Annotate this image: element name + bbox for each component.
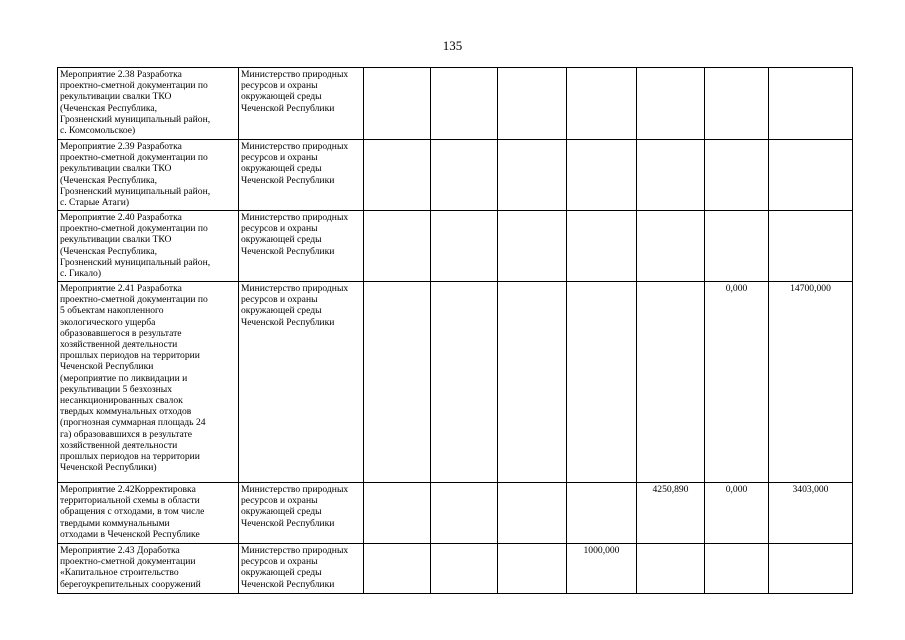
table-row — [58, 140, 853, 211]
value-cell — [637, 68, 705, 140]
value-cell: 0,000 — [705, 483, 769, 544]
value-cell — [567, 68, 637, 140]
executor-cell: Министерство природных ресурсов и охраны окружающей среды Чеченской Республики — [239, 140, 364, 211]
value-cell — [498, 282, 567, 483]
event-cell: Мероприятие 2.42Корректировка территориальной схемы в области обращения с отходами, в том числе твердыми коммунальными отходами в Чеченской Республике — [58, 483, 239, 544]
value-cell — [498, 483, 567, 544]
value-cell — [431, 140, 498, 211]
value-cell — [431, 68, 498, 140]
value-cell — [431, 544, 498, 594]
value-cell: 4250,890 — [637, 483, 705, 544]
event-cell: Мероприятие 2.40 Разработка проектно-сметной документации по рекультивации свалки ТКО (Чеченская Республика, Грозненский муниципальный район, с. Гикало) — [58, 211, 239, 282]
value-cell — [769, 68, 853, 140]
value-cell — [769, 211, 853, 282]
value-cell — [705, 140, 769, 211]
executor-cell: Министерство природных ресурсов и охраны окружающей среды Чеченской Республики — [239, 282, 364, 483]
value-cell — [431, 211, 498, 282]
empty-cell — [364, 211, 431, 282]
table-row — [58, 483, 853, 544]
value-cell: 3403,000 — [769, 483, 853, 544]
table-row — [58, 544, 853, 594]
value-cell — [705, 211, 769, 282]
event-cell: Мероприятие 2.38 Разработка проектно-сметной документации по рекультивации свалки ТКО (Чеченская Республика, Грозненский муниципальный район, с. Комсомольское) — [58, 68, 239, 140]
table-row — [58, 68, 853, 140]
value-cell — [637, 211, 705, 282]
empty-cell — [364, 68, 431, 140]
value-cell — [498, 68, 567, 140]
value-cell — [431, 282, 498, 483]
value-cell — [637, 282, 705, 483]
value-cell — [567, 211, 637, 282]
executor-cell: Министерство природных ресурсов и охраны окружающей среды Чеченской Республики — [239, 483, 364, 544]
empty-cell — [364, 140, 431, 211]
measures-table — [57, 67, 853, 594]
value-cell — [431, 483, 498, 544]
value-cell: 0,000 — [705, 282, 769, 483]
value-cell — [769, 544, 853, 594]
value-cell — [567, 483, 637, 544]
empty-cell — [364, 483, 431, 544]
event-cell: Мероприятие 2.39 Разработка проектно-сметной документации по рекультивации свалки ТКО (Чеченская Республика, Грозненский муниципальный район, с. Старые Атаги) — [58, 140, 239, 211]
value-cell — [637, 140, 705, 211]
value-cell — [498, 544, 567, 594]
event-cell: Мероприятие 2.43 Доработка проектно-сметной документации «Капитальное строительство берегоукрепительных сооружений — [58, 544, 239, 594]
executor-cell: Министерство природных ресурсов и охраны окружающей среды Чеченской Республики — [239, 68, 364, 140]
value-cell — [498, 211, 567, 282]
value-cell — [705, 544, 769, 594]
table-row — [58, 282, 853, 483]
event-cell: Мероприятие 2.41 Разработка проектно-сметной документации по 5 объектам накопленного экологического ущерба образовавшегося в результате хозяйственной деятельности прошлых периодов на территории Чеченской Республики (мероприятие по ликвидации и рекультивации 5 безхозных несанкционированных свалок твердых коммунальных отходов (прогнозная суммарная площадь 24 га) образовавшихся в результате хозяйственной деятельности прошлых периодов на территории Чеченской Республики) — [58, 282, 239, 483]
value-cell — [637, 544, 705, 594]
value-cell — [567, 140, 637, 211]
value-cell — [769, 140, 853, 211]
executor-cell: Министерство природных ресурсов и охраны окружающей среды Чеченской Республики — [239, 211, 364, 282]
value-cell — [705, 68, 769, 140]
value-cell — [567, 282, 637, 483]
value-cell: 1000,000 — [567, 544, 637, 594]
table-row — [58, 211, 853, 282]
value-cell: 14700,000 — [769, 282, 853, 483]
page-number: 135 — [442, 38, 463, 53]
value-cell — [498, 140, 567, 211]
executor-cell: Министерство природных ресурсов и охраны окружающей среды Чеченской Республики — [239, 544, 364, 594]
empty-cell — [364, 282, 431, 483]
empty-cell — [364, 544, 431, 594]
